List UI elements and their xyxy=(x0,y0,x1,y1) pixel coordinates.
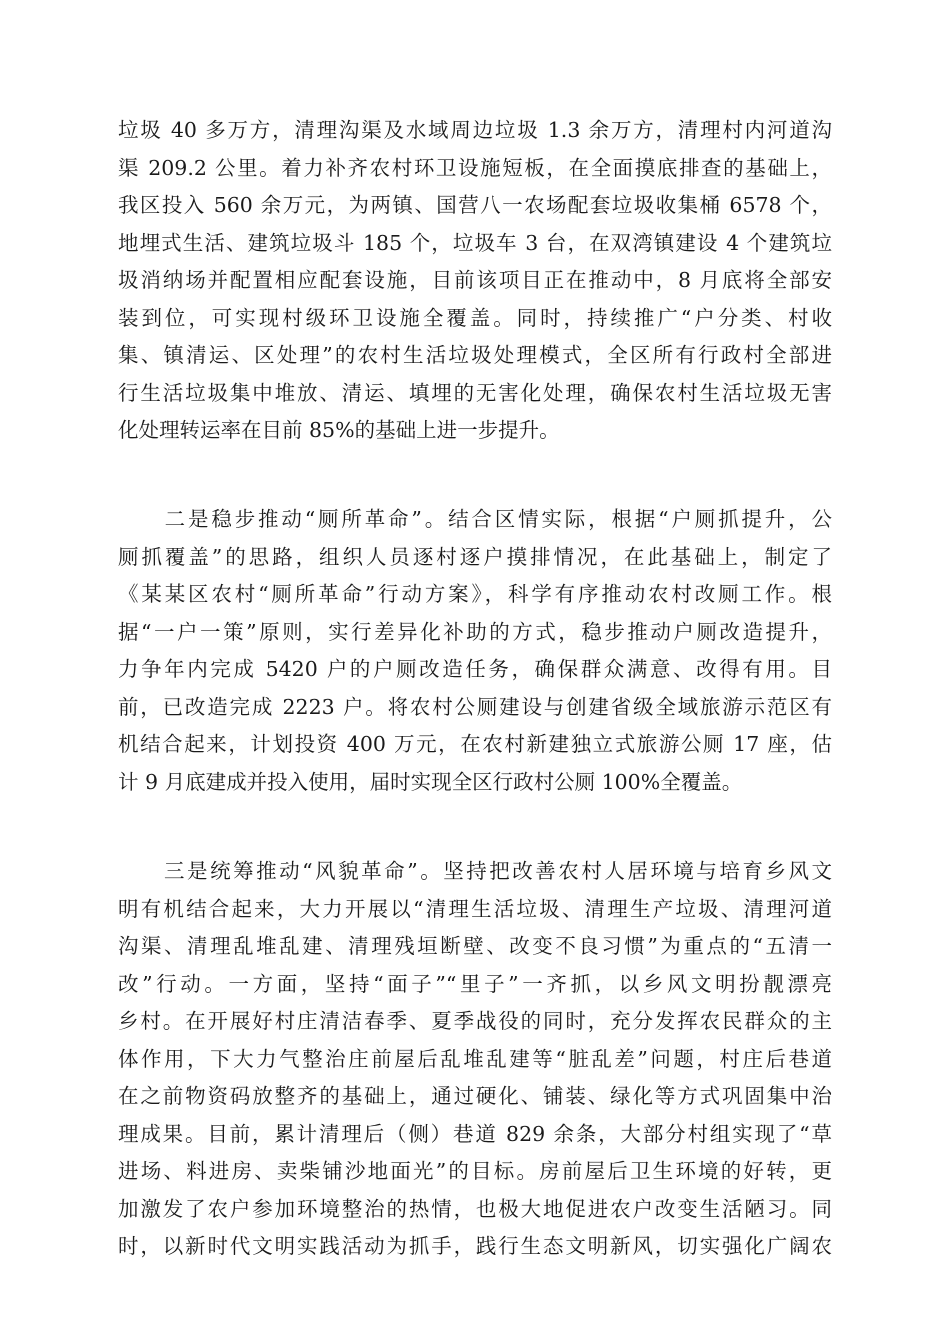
paragraph-line: 力争年内完成 5420 户的户厕改造任务，确保群众满意、改得有用。目 xyxy=(118,657,832,681)
paragraph-line: 乡村。在开展好村庄清洁春季、夏季战役的同时，充分发挥农民群众的主 xyxy=(118,1009,832,1033)
paragraph-line: 计 9 月底建成并投入使用，届时实现全区行政村公厕 100%全覆盖。 xyxy=(118,769,743,794)
paragraph-line: 《某某区农村“厕所革命”行动方案》，科学有序推动农村改厕工作。根 xyxy=(118,582,832,606)
paragraph-line: 地埋式生活、建筑垃圾斗 185 个，垃圾车 3 台，在双湾镇建设 4 个建筑垃 xyxy=(118,230,832,255)
paragraph-toilet-revolution xyxy=(118,501,832,801)
paragraph-line: 化处理转运率在目前 85%的基础上进一步提升。 xyxy=(118,418,560,442)
paragraph-line: 体作用，下大力气整治庄前屋后乱堆乱建等“脏乱差”问题，村庄后巷道 xyxy=(118,1046,832,1071)
paragraph-line: 理成果。目前，累计清理后（侧）巷道 829 余条，大部分村组实现了“草 xyxy=(118,1121,832,1146)
paragraph-line: 前，已改造完成 2223 户。将农村公厕建设与创建省级全域旅游示范区有 xyxy=(118,694,832,719)
paragraph-line: 我区投入 560 余万元，为两镇、国营八一农场配套垃圾收集桶 6578 个， xyxy=(118,193,832,217)
paragraph-waste-management xyxy=(118,112,832,450)
paragraph-line: 据“一户一策”原则，实行差异化补助的方式，稳步推动户厕改造提升， xyxy=(118,619,832,644)
paragraph-line: 在之前物资码放整齐的基础上，通过硬化、铺装、绿化等方式巩固集中治 xyxy=(118,1084,832,1108)
paragraph-line: 沟渠、清理乱堆乱建、清理残垣断壁、改变不良习惯”为重点的“五清一 xyxy=(118,934,832,958)
paragraph-line: 垃圾 40 多万方，清理沟渠及水域周边垃圾 1.3 余万方，清理村内河道沟 xyxy=(118,118,832,142)
paragraph-line: 圾消纳场并配置相应配套设施，目前该项目正在推动中，8 月底将全部安 xyxy=(118,268,832,292)
paragraph-line: 渠 209.2 公里。着力补齐农村环卫设施短板，在全面摸底排查的基础上， xyxy=(118,155,832,180)
paragraph-line: 加激发了农户参加环境整治的热情，也极大地促进农户改变生活陋习。同 xyxy=(118,1196,832,1221)
paragraph-line: 机结合起来，计划投资 400 万元，在农村新建独立式旅游公厕 17 座，估 xyxy=(118,732,832,756)
paragraph-line: 明有机结合起来，大力开展以“清理生活垃圾、清理生产垃圾、清理河道 xyxy=(118,896,832,921)
paragraph-line: 三是统筹推动“风貌革命”。坚持把改善农村人居环境与培育乡风文 xyxy=(118,859,832,883)
paragraph-line: 厕抓覆盖”的思路，组织人员逐村逐户摸排情况，在此基础上，制定了 xyxy=(118,544,832,569)
paragraph-line: 改”行动。一方面，坚持“面子”“里子”一齐抓，以乡风文明扮靓漂亮 xyxy=(118,971,832,996)
paragraph-line: 集、镇清运、区处理”的农村生活垃圾处理模式，全区所有行政村全部进 xyxy=(118,343,832,367)
paragraph-line: 时，以新时代文明实践活动为抓手，践行生态文明新风，切实强化广阔农 xyxy=(118,1234,832,1258)
paragraph-line: 二是稳步推动“厕所革命”。结合区情实际，根据“户厕抓提升，公 xyxy=(118,507,832,531)
paragraph-line: 进场、料进房、卖柴铺沙地面光”的目标。房前屋后卫生环境的好转，更 xyxy=(118,1159,832,1183)
paragraph-line: 装到位，可实现村级环卫设施全覆盖。同时，持续推广“户分类、村收 xyxy=(118,305,832,330)
paragraph-line: 行生活垃圾集中堆放、清运、填埋的无害化处理，确保农村生活垃圾无害 xyxy=(118,380,832,405)
paragraph-style-revolution xyxy=(118,853,832,1266)
